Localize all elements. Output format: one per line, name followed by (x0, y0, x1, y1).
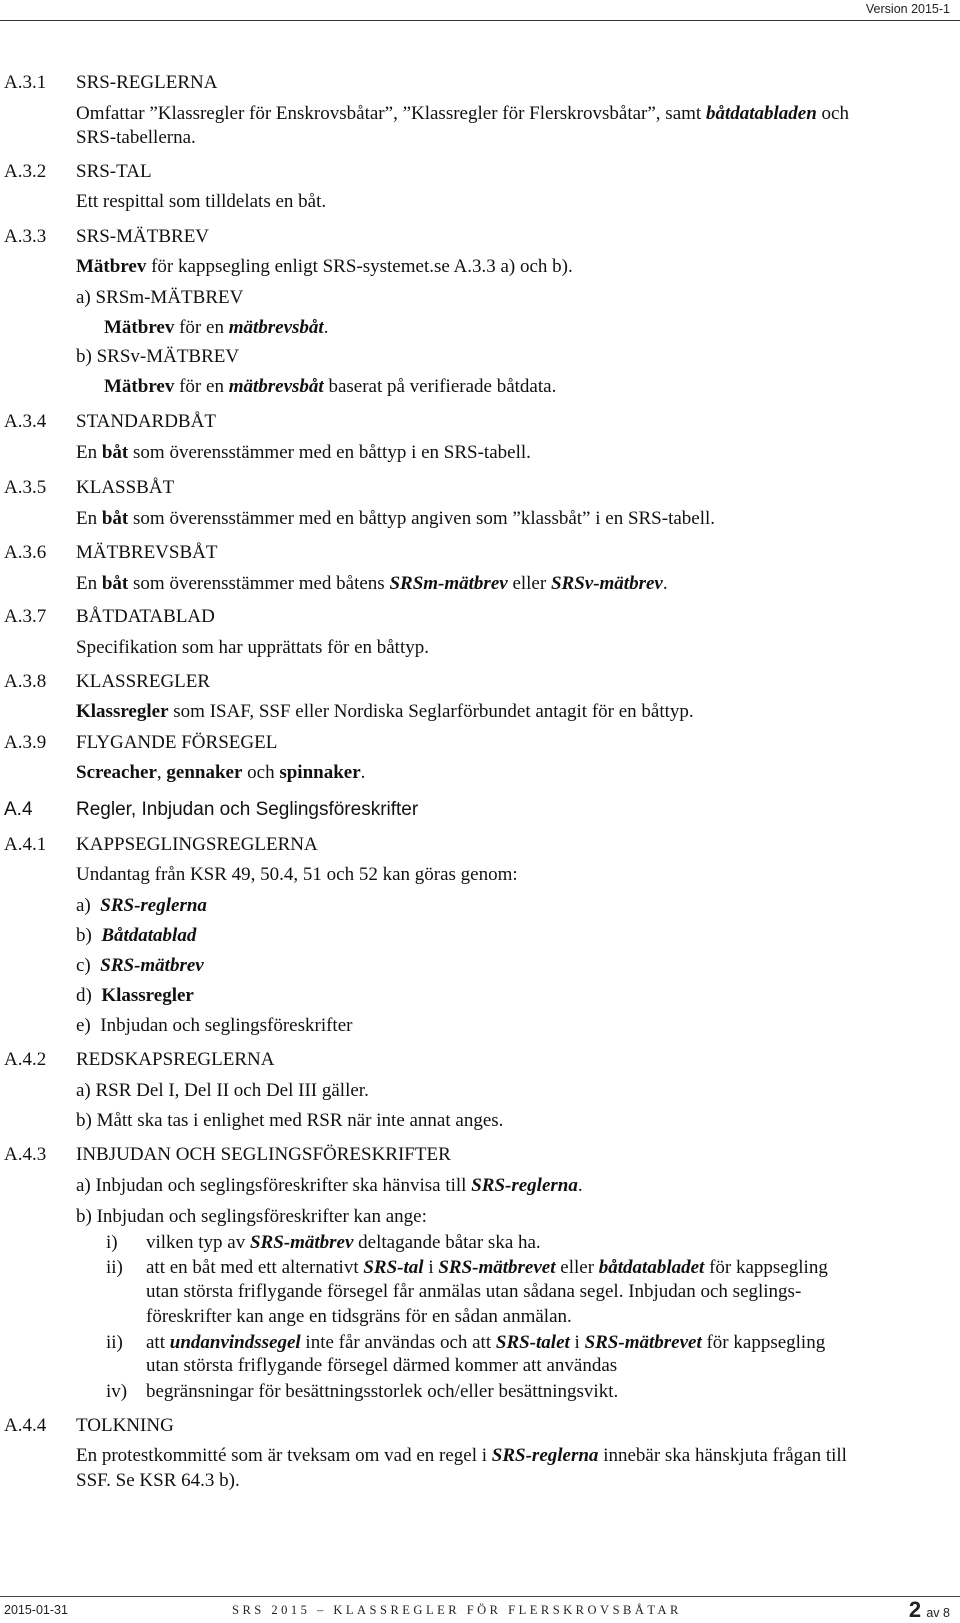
paragraph-line: SSF. Se KSR 64.3 b). (76, 1470, 240, 1491)
sublist-marker: ii) (106, 1332, 123, 1353)
section-title: TOLKNING (76, 1415, 174, 1436)
version-label: Version 2015-1 (865, 2, 950, 16)
sublist-item: att undanvindssegel inte får användas och att SRS-talet i SRS-mätbrevet för kappsegling (146, 1332, 826, 1353)
paragraph-line: En båt som överensstämmer med en båttyp angiven som ”klassbåt” i en SRS-tabell. (76, 508, 716, 529)
section-number: A.3.2 (4, 161, 47, 182)
paragraph-line: Klassregler som ISAF, SSF eller Nordiska Seglarförbundet antagit för en båttyp. (76, 701, 694, 722)
page-total: av 8 (926, 1606, 950, 1620)
sublist-continuation: utan största friflygande försegel därmed kommer att användas (146, 1355, 618, 1376)
paragraph-line: Mätbrev för kappsegling enligt SRS-systemet.se A.3.3 a) och b). (76, 256, 573, 277)
list-item: a) SRS-reglerna (76, 895, 207, 916)
section-number: A.3.5 (4, 477, 47, 498)
paragraph-line: En båt som överensstämmer med en båttyp i en SRS-tabell. (76, 442, 531, 463)
subsection-title: b) SRSv-MÄTBREV (76, 346, 240, 367)
sublist-item: att en båt med ett alternativt SRS-tal i SRS-mätbrevet eller båtdatabladet för kappsegling (146, 1257, 828, 1278)
paragraph-line: Undantag från KSR 49, 50.4, 51 och 52 kan göras genom: (76, 864, 518, 885)
list-item: a) RSR Del I, Del II och Del III gäller. (76, 1080, 369, 1101)
paragraph-line: Screacher, gennaker och spinnaker. (76, 762, 366, 783)
list-item: d) Klassregler (76, 985, 194, 1006)
section-number: A.4.1 (4, 834, 47, 855)
list-item: a) Inbjudan och seglingsföreskrifter ska hänvisa till SRS-reglerna. (76, 1175, 583, 1196)
section-title: MÄTBREVSBÅT (76, 542, 218, 563)
page-number: 2 (908, 1597, 922, 1622)
section-number: A.4.3 (4, 1144, 47, 1165)
list-item: b) Mått ska tas i enlighet med RSR när inte annat anges. (76, 1110, 504, 1131)
sublist-continuation: utan största friflygande försegel får anmälas utan sådana segel. Inbjudan och seglings- (146, 1281, 802, 1302)
paragraph-line: En båt som överensstämmer med båtens SRSm-mätbrev eller SRSv-mätbrev. (76, 573, 668, 594)
chapter-number: A.4 (4, 799, 33, 820)
section-title: SRS-REGLERNA (76, 72, 218, 93)
section-title: SRS-TAL (76, 161, 152, 182)
list-item: b) Båtdatablad (76, 925, 197, 946)
chapter-title: Regler, Inbjudan och Seglingsföreskrifter (76, 799, 419, 820)
sublist-marker: i) (106, 1232, 118, 1253)
sublist-item: vilken typ av SRS-mätbrev deltagande båtar ska ha. (146, 1232, 541, 1253)
sublist-marker: ii) (106, 1257, 123, 1278)
footer-title: SRS 2015 – KLASSREGLER FÖR FLERSKROVSBÅTAR (232, 1603, 682, 1617)
page-indicator (909, 1597, 950, 1623)
paragraph-line: Ett respittal som tilldelats en båt. (76, 191, 327, 212)
paragraph-line: En protestkommitté som är tveksam om vad en regel i SRS-reglerna innebär ska hänskjuta frågan till (76, 1445, 847, 1466)
section-title: KLASSBÅT (76, 477, 175, 498)
section-number: A.3.8 (4, 671, 47, 692)
sublist-marker: iv) (106, 1381, 128, 1402)
paragraph-line: Mätbrev för en mätbrevsbåt baserat på verifierade båtdata. (104, 376, 557, 397)
section-title: REDSKAPSREGLERNA (76, 1049, 275, 1070)
section-title: STANDARDBÅT (76, 411, 216, 432)
section-number: A.3.4 (4, 411, 47, 432)
paragraph-line: Mätbrev för en mätbrevsbåt. (104, 317, 329, 338)
sublist-continuation: föreskrifter kan ange en tidsgräns för en sådan anmälan. (146, 1306, 572, 1327)
footer-rule (0, 1596, 960, 1597)
paragraph-line: Specifikation som har upprättats för en båttyp. (76, 637, 429, 658)
section-number: A.3.1 (4, 72, 47, 93)
list-item: c) SRS-mätbrev (76, 955, 204, 976)
section-number: A.4.4 (4, 1415, 47, 1436)
section-number: A.3.3 (4, 226, 47, 247)
list-item: e) Inbjudan och seglingsföreskrifter (76, 1015, 353, 1036)
header-rule (0, 20, 960, 21)
sublist-item: begränsningar för besättningsstorlek och/eller besättningsvikt. (146, 1381, 619, 1402)
paragraph-line: Omfattar ”Klassregler för Enskrovsbåtar”, ”Klassregler för Flerskrovsbåtar”, samt båtdatabladen och (76, 103, 849, 124)
subsection-title: a) SRSm-MÄTBREV (76, 287, 244, 308)
section-number: A.3.7 (4, 606, 47, 627)
section-title: INBJUDAN OCH SEGLINGSFÖRESKRIFTER (76, 1144, 451, 1165)
section-title: FLYGANDE FÖRSEGEL (76, 732, 278, 753)
list-item: b) Inbjudan och seglingsföreskrifter kan ange: (76, 1206, 427, 1227)
section-title: SRS-MÄTBREV (76, 226, 210, 247)
section-title: KAPPSEGLINGSREGLERNA (76, 834, 318, 855)
paragraph-line: SRS-tabellerna. (76, 127, 196, 148)
section-number: A.3.6 (4, 542, 47, 563)
section-number: A.4.2 (4, 1049, 47, 1070)
section-title: KLASSREGLER (76, 671, 211, 692)
section-title: BÅTDATABLAD (76, 606, 215, 627)
section-number: A.3.9 (4, 732, 47, 753)
footer-date: 2015-01-31 (4, 1603, 68, 1617)
